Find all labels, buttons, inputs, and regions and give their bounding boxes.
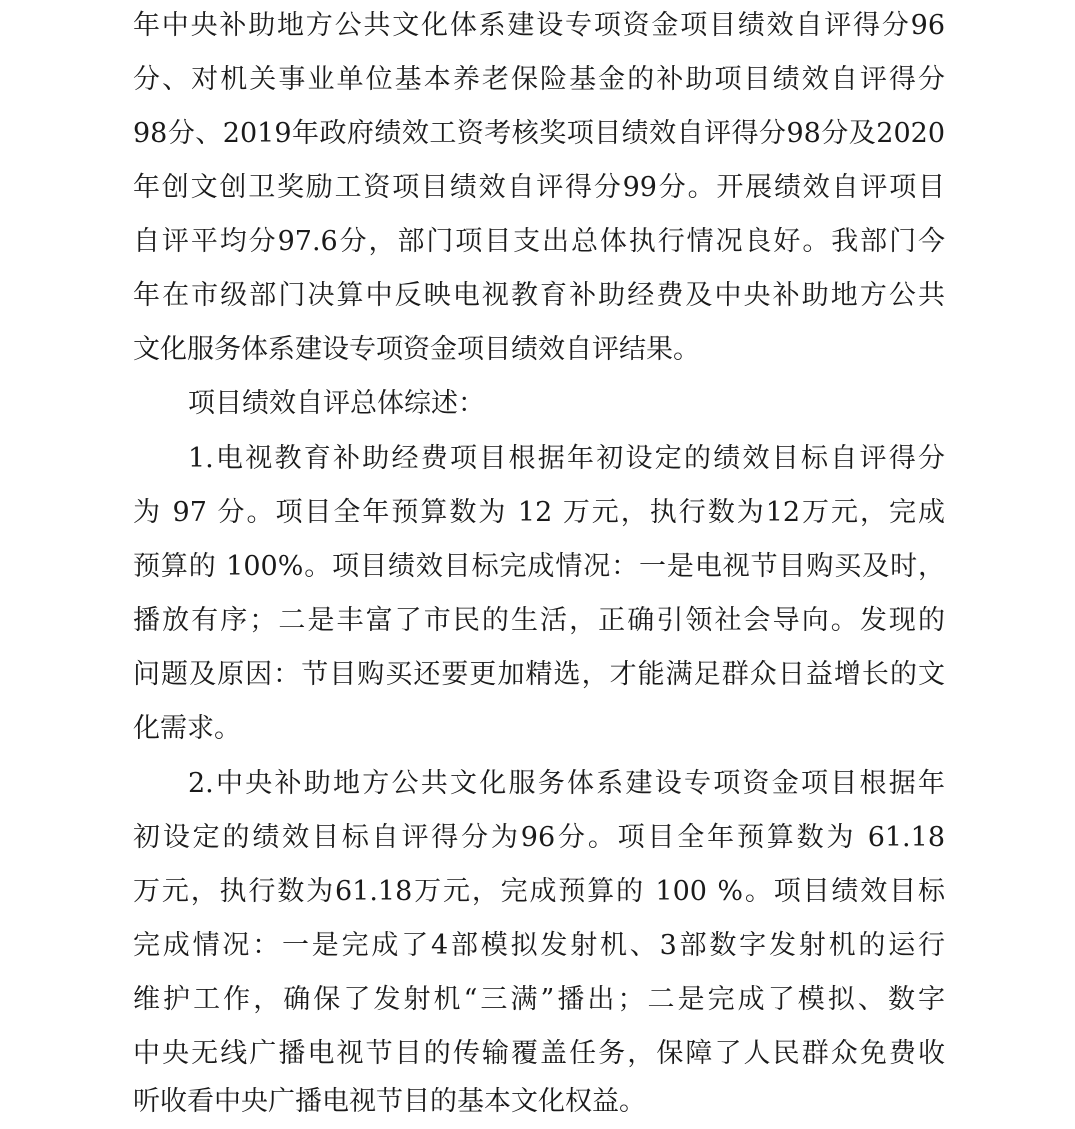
- paragraph-last-line: 文化服务体系建设专项资金项目绩效自评结果。: [133, 334, 700, 365]
- paragraph-line: 年创文创卫奖励工资项目绩效自评得分99分。开展绩效自评项目: [133, 172, 945, 203]
- paragraph-line: 分、对机关事业单位基本养老保险基金的补助项目绩效自评得分: [133, 64, 945, 95]
- paragraph-line: 年中央补助地方公共文化体系建设专项资金项目绩效自评得分96: [133, 10, 945, 41]
- paragraph-last-line: 化需求。: [133, 713, 241, 744]
- paragraph-line: 中央无线广播电视节目的传输覆盖任务，保障了人民群众免费收: [133, 1038, 945, 1069]
- paragraph-last-line: 听收看中央广播电视节目的基本文化权益。: [133, 1086, 646, 1117]
- item-2-first-line: 2.中央补助地方公共文化服务体系建设专项资金项目根据年: [188, 768, 945, 799]
- paragraph-line: 98分、2019年政府绩效工资考核奖项目绩效自评得分98分及2020: [133, 118, 945, 149]
- section-heading: 项目绩效自评总体综述：: [188, 388, 485, 419]
- paragraph-line: 播放有序；二是丰富了市民的生活，正确引领社会导向。发现的: [133, 605, 945, 636]
- paragraph-line: 初设定的绩效目标自评得分为96分。项目全年预算数为 61.18: [133, 822, 945, 853]
- paragraph-line: 为 97 分。项目全年预算数为 12 万元，执行数为12万元，完成: [133, 497, 945, 528]
- paragraph-line: 维护工作，确保了发射机“三满”播出；二是完成了模拟、数字: [133, 984, 945, 1015]
- paragraph-line: 完成情况：一是完成了4部模拟发射机、3部数字发射机的运行: [133, 930, 945, 961]
- paragraph-line: 问题及原因：节目购买还要更加精选，才能满足群众日益增长的文: [133, 659, 945, 690]
- paragraph-line: 预算的 100%。项目绩效目标完成情况：一是电视节目购买及时，: [133, 551, 945, 582]
- item-1-first-line: 1.电视教育补助经费项目根据年初设定的绩效目标自评得分: [188, 443, 945, 474]
- paragraph-line: 自评平均分97.6分，部门项目支出总体执行情况良好。我部门今: [133, 226, 945, 257]
- paragraph-line: 年在市级部门决算中反映电视教育补助经费及中央补助地方公共: [133, 280, 945, 311]
- paragraph-line: 万元，执行数为61.18万元，完成预算的 100 %。项目绩效目标: [133, 876, 945, 907]
